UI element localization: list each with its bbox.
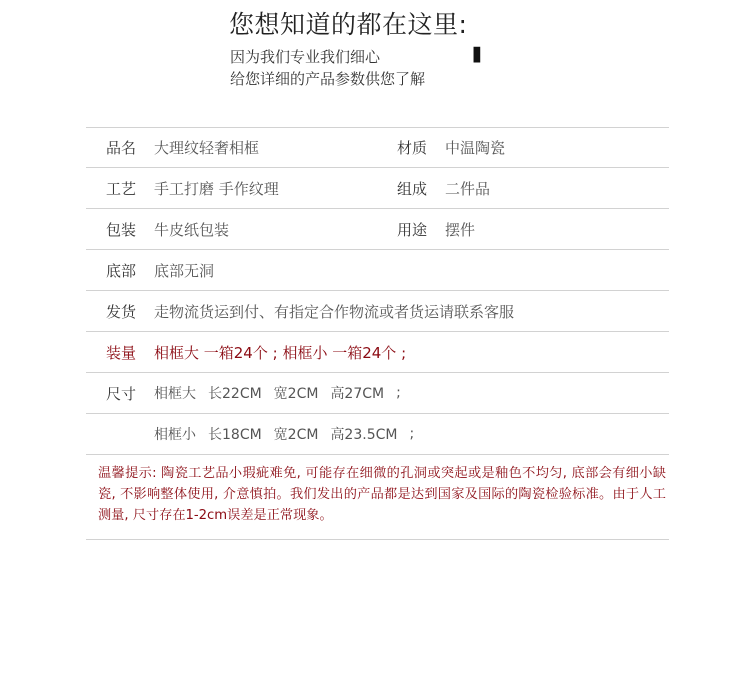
intro-line-1: 因为我们专业我们细心 <box>230 48 381 66</box>
quote-mark: ' <box>468 35 486 103</box>
packing-label: 装量 <box>106 343 137 362</box>
use-value: 摆件 <box>445 220 476 239</box>
spec-row-size-large <box>86 373 669 414</box>
craft-value: 手工打磨 手作纹理 <box>154 179 279 198</box>
spec-row-shipping <box>86 291 669 332</box>
set-value: 二件品 <box>445 179 491 198</box>
size-small-end: ; <box>409 426 415 442</box>
craft-label: 工艺 <box>106 179 137 198</box>
spec-row-size-small <box>86 414 669 455</box>
bottom-value: 底部无洞 <box>154 261 215 280</box>
spec-table <box>86 127 669 455</box>
spec-row-name <box>86 128 669 168</box>
spec-row-package <box>86 209 669 250</box>
package-value: 牛皮纸包装 <box>154 220 230 239</box>
size-large-name: 相框大 <box>154 386 196 402</box>
bottom-label: 底部 <box>106 261 137 280</box>
set-label: 组成 <box>397 179 428 198</box>
bottom-divider <box>86 539 669 540</box>
use-label: 用途 <box>397 220 428 239</box>
size-small-height: 高23.5CM <box>330 427 398 443</box>
size-small-length: 长18CM <box>208 427 262 443</box>
size-large-end: ; <box>396 385 401 401</box>
packing-value: 相框大 一箱24个 ; 相框小 一箱24个 ; <box>154 343 407 362</box>
intro-header <box>0 0 750 110</box>
spec-row-bottom <box>86 250 669 291</box>
size-small-width: 宽2CM <box>273 427 319 443</box>
material-value: 中温陶瓷 <box>445 139 506 157</box>
size-large-height: 高27CM <box>330 386 385 402</box>
material-label: 材质 <box>397 139 428 157</box>
care-notice: 温馨提示: 陶瓷工艺品小瑕疵难免, 可能存在细微的孔洞或突起或是釉色不均匀, 底部会有细小缺瓷, 不影响整体使用, 介意慎拍。我们发出的产品都是达到国家及国际的陶瓷检验标准。由于人工测量, 尺寸存在1-2cm误差是正常现象。 <box>98 466 666 523</box>
spec-row-craft <box>86 168 669 209</box>
name-value: 大理纹轻奢相框 <box>154 139 260 157</box>
spec-row-packing <box>86 332 669 373</box>
size-small-name: 相框小 <box>154 427 196 443</box>
size-large-length: 长22CM <box>208 386 262 402</box>
name-label: 品名 <box>106 139 137 157</box>
size-small-value <box>154 414 414 454</box>
intro-line-2: 给您详细的产品参数供您了解 <box>230 70 426 88</box>
package-label: 包装 <box>106 220 137 239</box>
size-large-width: 宽2CM <box>273 386 319 402</box>
page-title: 您想知道的都在这里: <box>229 10 468 39</box>
shipping-label: 发货 <box>106 302 137 321</box>
size-label: 尺寸 <box>106 384 137 403</box>
size-large-value <box>154 373 401 413</box>
shipping-value: 走物流货运到付、有指定合作物流或者货运请联系客服 <box>154 302 515 321</box>
